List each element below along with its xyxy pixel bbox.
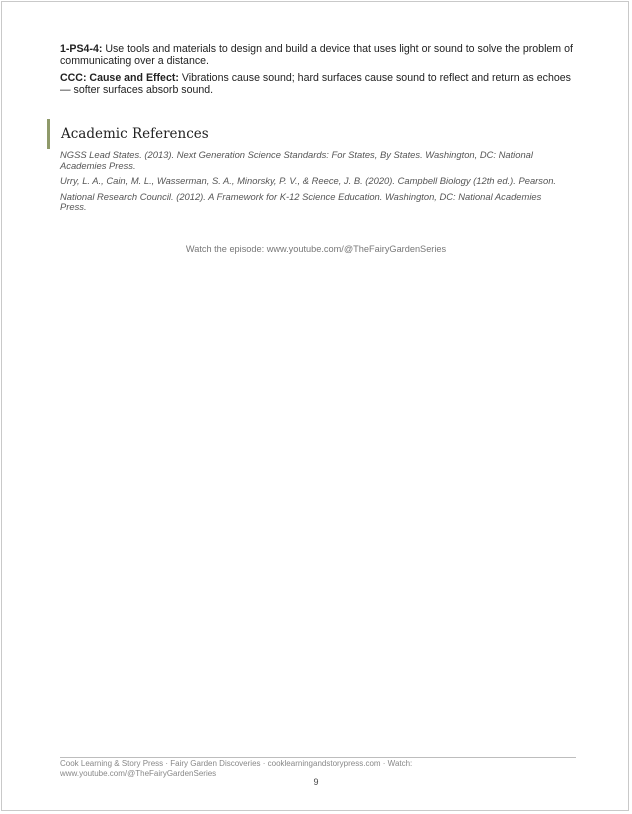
watch-episode-line: Watch the episode: www.youtube.com/@TheFairyGardenSeries <box>185 244 447 254</box>
footer-divider <box>60 757 576 758</box>
reference-item: Urry, L. A., Cain, M. L., Wasserman, S. A., Minorsky, P. V., & Reece, J. B. (2020). Campbell Biology (12th ed.). Pearson. <box>60 175 557 186</box>
document-page <box>1 1 629 811</box>
page-number: 9 <box>313 777 319 787</box>
standard-code: CCC: Cause and Effect: <box>60 72 179 84</box>
standard-text: Use tools and materials to design and build a device that uses light or sound to solve the problem of communicating over a distance. <box>60 43 573 67</box>
reference-item: National Research Council. (2012). A Framework for K-12 Science Education. Washington, DC: National Academies Press. <box>60 190 542 212</box>
reference-item: NGSS Lead States. (2013). Next Generation Science Standards: For States, By States. Washington, DC: National Academies Press. <box>60 149 533 171</box>
standard-entry <box>60 43 580 67</box>
standards-section <box>60 43 580 101</box>
footer-text: Cook Learning & Story Press · Fairy Garden Discoveries · cooklearningandstorypress.com · Watch: www.youtube.com/@TheFairyGardenSeries <box>60 759 413 778</box>
academic-references-heading: Academic References <box>47 119 209 149</box>
references-list <box>60 150 570 218</box>
standard-code: 1-PS4-4: <box>60 43 103 55</box>
standard-text: Vibrations cause sound; hard surfaces cause sound to reflect and return as echoes — softer surfaces absorb sound. <box>60 72 571 96</box>
standard-entry <box>60 72 580 96</box>
